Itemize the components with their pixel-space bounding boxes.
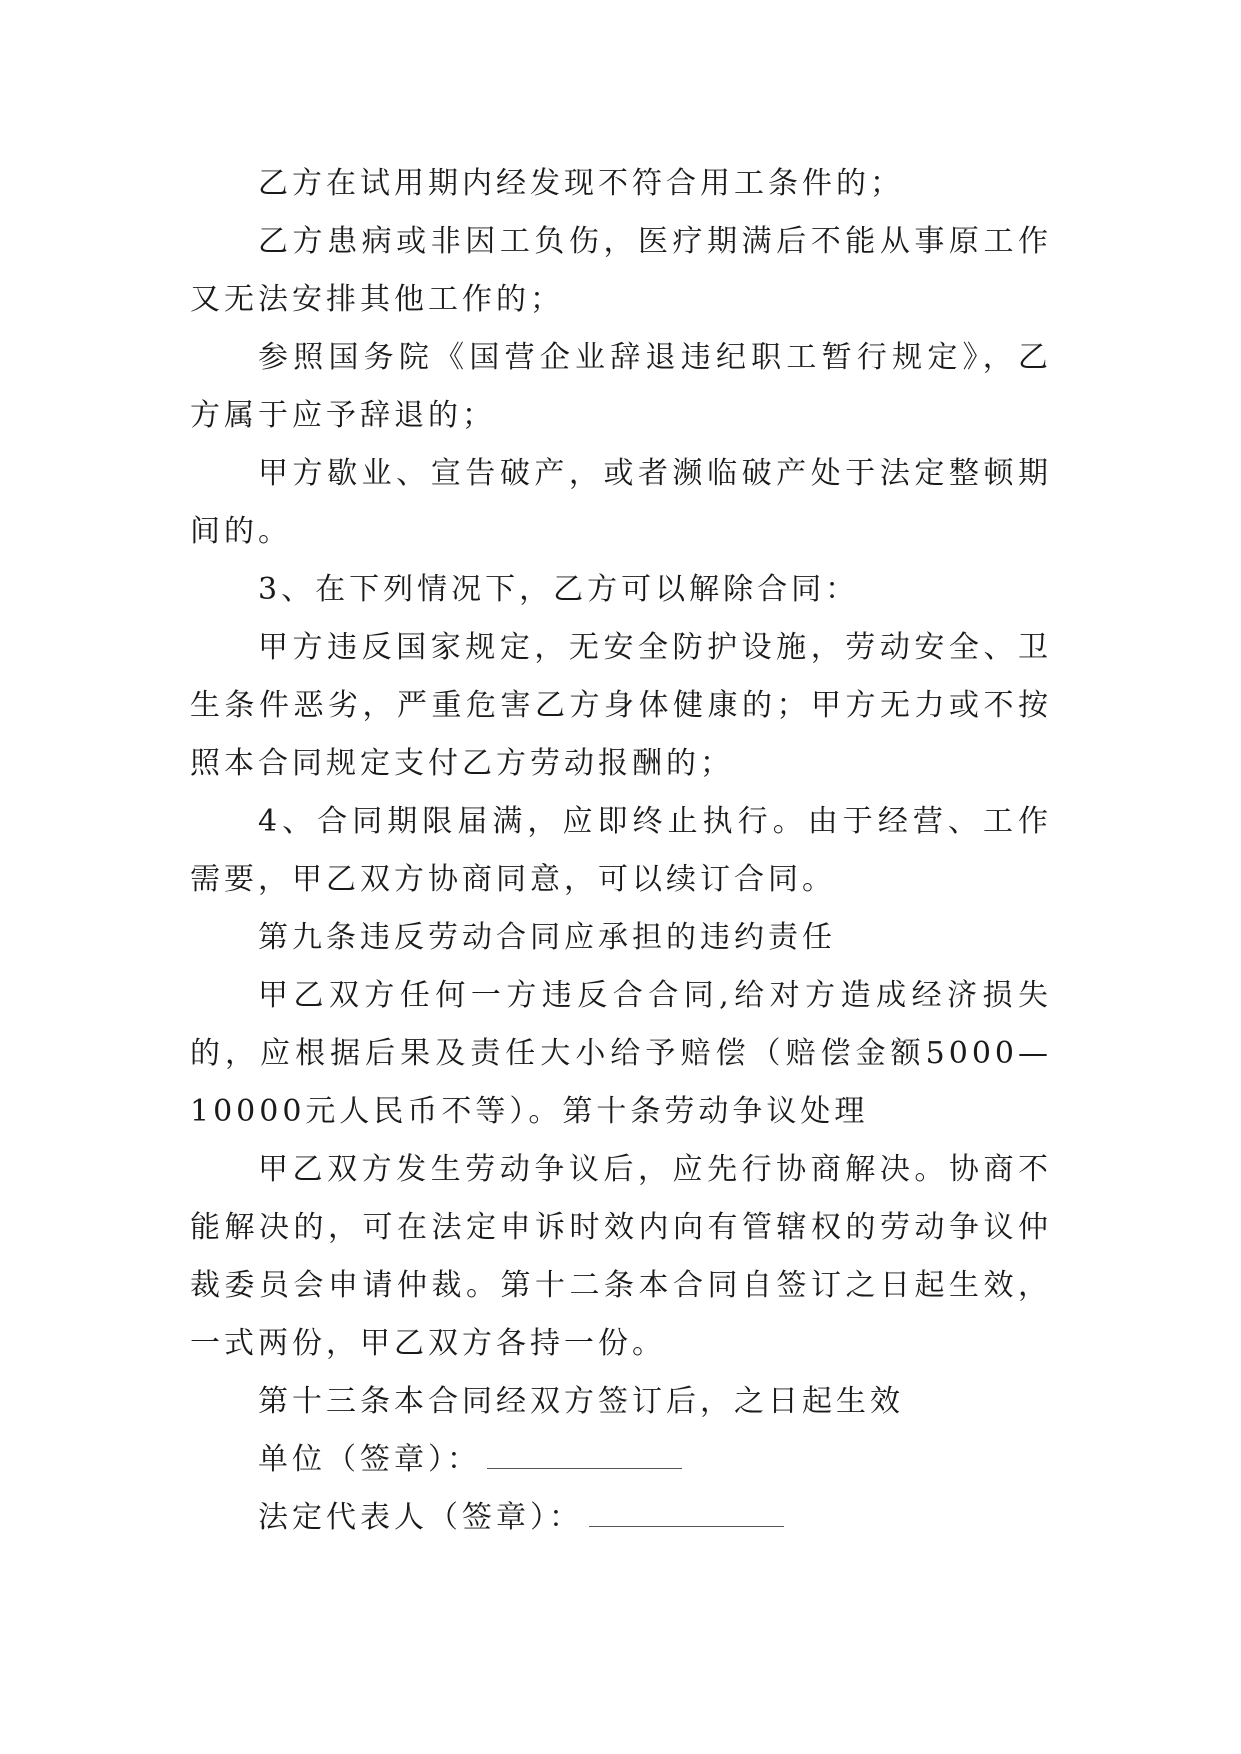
paragraph-clause-4: 4、合同期限届满，应即终止执行。由于经营、工作需要，甲乙双方协商同意，可以续订合同。 (190, 804, 1052, 897)
document-body (190, 155, 1052, 1547)
article-13-heading: 第十三条本合同经双方签订后，之日起生效 (258, 1384, 904, 1419)
paragraph-safety: 甲方违反国家规定，无安全防护设施，劳动安全、卫生条件恶劣，严重危害乙方身体健康的；甲方无力或不按照本合同规定支付乙方劳动报酬的； (190, 630, 1052, 781)
paragraph-compensation: 甲乙双方任何一方违反合合同,给对方造成经济损失的，应根据后果及责任大小给予赔偿（赔偿金额5000—10000元人民币不等）。第十条劳动争议处理 (190, 978, 1052, 1129)
signature-unit-line[interactable] (487, 1446, 682, 1469)
paragraph-probation: 乙方在试用期内经发现不符合用工条件的； (258, 166, 904, 201)
paragraph-bankruptcy: 甲方歇业、宣告破产，或者濒临破产处于法定整顿期间的。 (190, 456, 1052, 549)
paragraph-illness: 乙方患病或非因工负伤，医疗期满后不能从事原工作又无法安排其他工作的； (190, 224, 1052, 317)
signature-unit (190, 1431, 1052, 1489)
signature-unit-label: 单位（签章）： (258, 1442, 481, 1477)
signature-legal-rep (190, 1489, 1052, 1547)
paragraph-clause-3: 3、在下列情况下，乙方可以解除合同： (258, 572, 860, 607)
paragraph-dismissal-rule: 参照国务院《国营企业辞退违纪职工暂行规定》，乙方属于应予辞退的； (190, 340, 1052, 433)
signature-legal-rep-line[interactable] (589, 1504, 784, 1527)
paragraph-dispute: 甲乙双方发生劳动争议后，应先行协商解决。协商不能解决的，可在法定申诉时效内向有管辖权的劳动争议仲裁委员会申请仲裁。第十二条本合同自签订之日起生效，一式两份，甲乙双方各持一份。 (190, 1152, 1052, 1361)
article-9-heading: 第九条违反劳动合同应承担的违约责任 (258, 920, 836, 955)
signature-legal-rep-label: 法定代表人（签章）： (258, 1500, 583, 1535)
